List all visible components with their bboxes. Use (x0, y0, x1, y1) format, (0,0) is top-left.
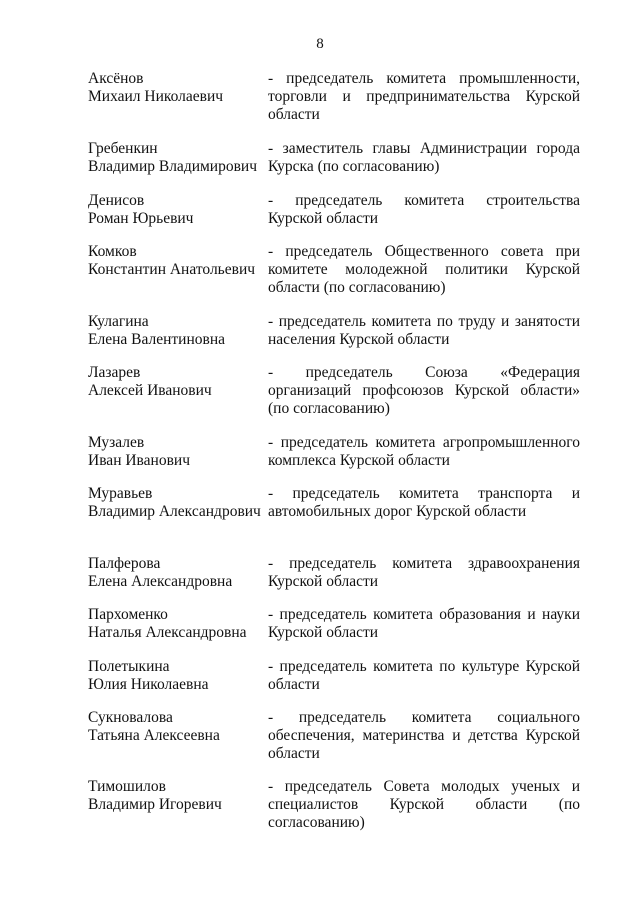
member-surname: Пархоменко (88, 606, 168, 623)
member-surname: Палферова (88, 555, 161, 572)
member-given-name: Татьяна Алексеевна (88, 727, 220, 744)
member-surname: Сукновалова (88, 709, 173, 726)
member-given-name: Роман Юрьевич (88, 210, 194, 227)
member-role: - председатель комитета образования и науки Курской области (268, 606, 580, 641)
member-role: - председатель комитета здравоохранения Курской области (268, 555, 580, 590)
member-role: - председатель комитета промышленности, торговли и предпринимательства Курской области (268, 70, 580, 123)
member-given-name: Юлия Николаевна (88, 676, 209, 693)
member-given-name: Константин Анатольевич (88, 261, 256, 278)
member-role: - председатель Союза «Федерация организаций профсоюзов Курской области» (по согласованию) (268, 364, 580, 417)
member-name (88, 485, 263, 521)
member-given-name: Елена Александровна (88, 573, 233, 590)
member-role: - председатель комитета строительства Курской области (268, 192, 580, 227)
member-surname: Аксёнов (88, 70, 144, 87)
member-given-name: Владимир Александрович (88, 503, 261, 520)
member-name (88, 778, 263, 814)
member-given-name: Владимир Владимирович (88, 158, 258, 175)
member-name (88, 364, 263, 400)
member-surname: Лазарев (88, 364, 141, 381)
member-role: - председатель Общественного совета при комитете молодежной политики Курской области (по согласованию) (268, 243, 580, 296)
member-given-name: Михаил Николаевич (88, 88, 224, 105)
member-name (88, 606, 263, 642)
member-name (88, 555, 263, 591)
member-surname: Музалев (88, 434, 145, 451)
member-surname: Муравьев (88, 485, 153, 502)
member-given-name: Наталья Александровна (88, 624, 247, 641)
member-role: - заместитель главы Администрации города Курска (по согласованию) (268, 140, 580, 175)
member-given-name: Алексей Иванович (88, 382, 212, 399)
member-role: - председатель комитета транспорта и автомобильных дорог Курской области (268, 485, 580, 520)
member-name (88, 709, 263, 745)
member-role: - председатель комитета по труду и занятости населения Курской области (268, 313, 580, 348)
member-surname: Полетыкина (88, 658, 170, 675)
member-surname: Гребенкин (88, 140, 158, 157)
member-name (88, 313, 263, 349)
member-surname: Тимошилов (88, 778, 166, 795)
member-name (88, 70, 263, 106)
member-surname: Денисов (88, 192, 145, 209)
member-role: - председатель комитета агропромышленного комплекса Курской области (268, 434, 580, 469)
member-role: - председатель комитета по культуре Курской области (268, 658, 580, 693)
member-name (88, 140, 263, 176)
page-number: 8 (316, 36, 324, 52)
member-given-name: Елена Валентиновна (88, 331, 226, 348)
member-name (88, 243, 263, 279)
member-given-name: Владимир Игоревич (88, 796, 222, 813)
member-name (88, 658, 263, 694)
member-name (88, 434, 263, 470)
member-role: - председатель Совета молодых ученых и специалистов Курской области (по согласованию) (268, 778, 580, 831)
member-surname: Кулагина (88, 313, 149, 330)
member-given-name: Иван Иванович (88, 452, 190, 469)
member-name (88, 192, 263, 228)
member-role: - председатель комитета социального обеспечения, материнства и детства Курской области (268, 709, 580, 762)
member-surname: Комков (88, 243, 137, 260)
